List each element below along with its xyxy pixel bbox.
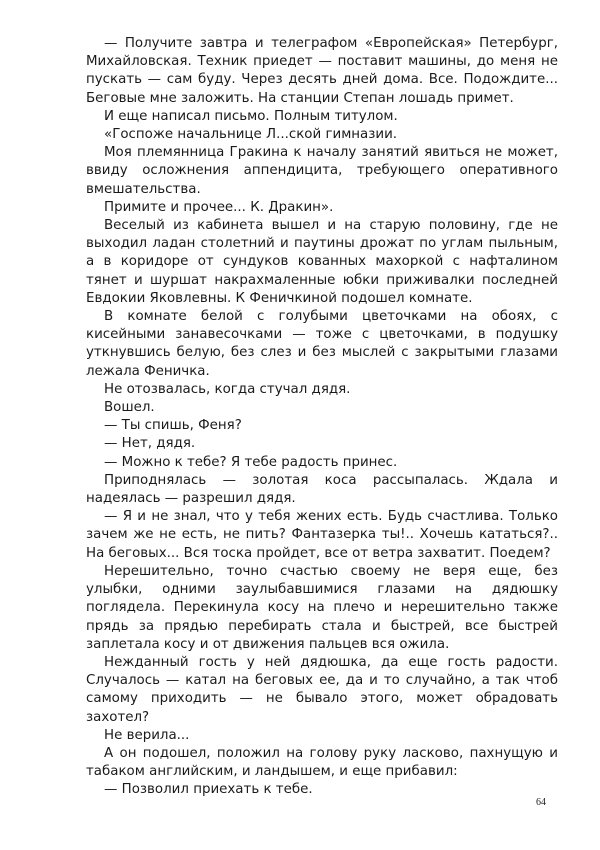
paragraph-unexpected-guest: Нежданный гость у ней дядюшка, да еще гость радости. Случалось — катал на беговых ее, да и то случайно, а так чтоб самому приходить — не бывало этого, может обрадовать захотел? (86, 654, 558, 725)
paragraph-did-not-believe: Не верила... (104, 727, 190, 743)
paragraph-letter-signature: Примите и прочее... К. Дракин». (104, 199, 334, 215)
paragraph-no-answer: Не отозвалась, когда стучал дядя. (104, 381, 351, 397)
dialogue-allowed-to-come: — Позволил приехать к тебе. (104, 782, 313, 798)
paragraph-entered: Вошел. (104, 400, 155, 416)
paragraph-golden-braid: Приподнялась — золотая коса рассыпалась. Ждала и надеялась — разрешил дядя. (86, 472, 558, 507)
paragraph-letter-body: Моя племянница Гракина к началу занятий явиться не может, ввиду осложнения аппендицита, требующего оперативного вмешательства. (86, 145, 558, 197)
paragraph-old-wing: Веселый из кабинета вышел и на старую половину, где не выходил ладан столетний и паутины дрожат по углам пыльным, а в коридоре от сундуков кованных махоркой с нафталином тянет и шуршат накрахмаленные юбки приживалки последней Евдокии Яковлевны. К Феничкиной подошел комнате. (86, 218, 558, 306)
paragraph-braiding: Нерешительно, точно счастью своему не веря еще, без улыбки, одними заулыбавшимися глазами на дядюшку поглядела. Перекинула косу на плечо и нерешительно также прядь за прядью перебирать стала и быстрей, все быстрей заплетала косу и от движения пальцев вся ожила. (86, 563, 558, 652)
paragraph-white-room: В комнате белой с голубыми цветочками на обоях, с кисейными занавесочками — тоже с цветочками, в подушку уткнувшись белую, без слез и без мыслей с закрытыми глазами лежала Феничка. (86, 309, 558, 379)
paragraph-letter-address: «Госпоже начальнице Л...ской гимназии. (104, 127, 398, 143)
dialogue-fiance: — Я и не знал, что у тебя жених есть. Будь счастлива. Только зачем же не есть, не пить? Фантазерка ты!.. Хочешь кататься?.. На беговых... Вся тоска пройдет, все от ветра захватит. Поедем? (86, 509, 558, 561)
paragraph-telegram-order: — Получите завтра и телеграфом «Европейская» Петербург, Михайловская. Техник приедет — поставит машины, до меня не пускать — сам буду. Через десять дней дома. Все. Подождите... Беговые мне заложить. На станции Степан лошадь примет. (86, 36, 558, 106)
body-text (86, 35, 558, 800)
page-number: 64 (536, 797, 546, 808)
paragraph-letter-intro: И еще написал письмо. Полным титулом. (104, 108, 398, 124)
dialogue-brought-joy: — Можно к тебе? Я тебе радость принес. (104, 454, 398, 470)
paragraph-hand-on-head: А он подошел, положил на голову руку ласково, пахнущую и табаком английским, и ландышем, и еще прибавил: (86, 745, 558, 780)
dialogue-no-uncle: — Нет, дядя. (104, 436, 196, 452)
dialogue-are-you-sleeping: — Ты спишь, Феня? (104, 418, 242, 434)
